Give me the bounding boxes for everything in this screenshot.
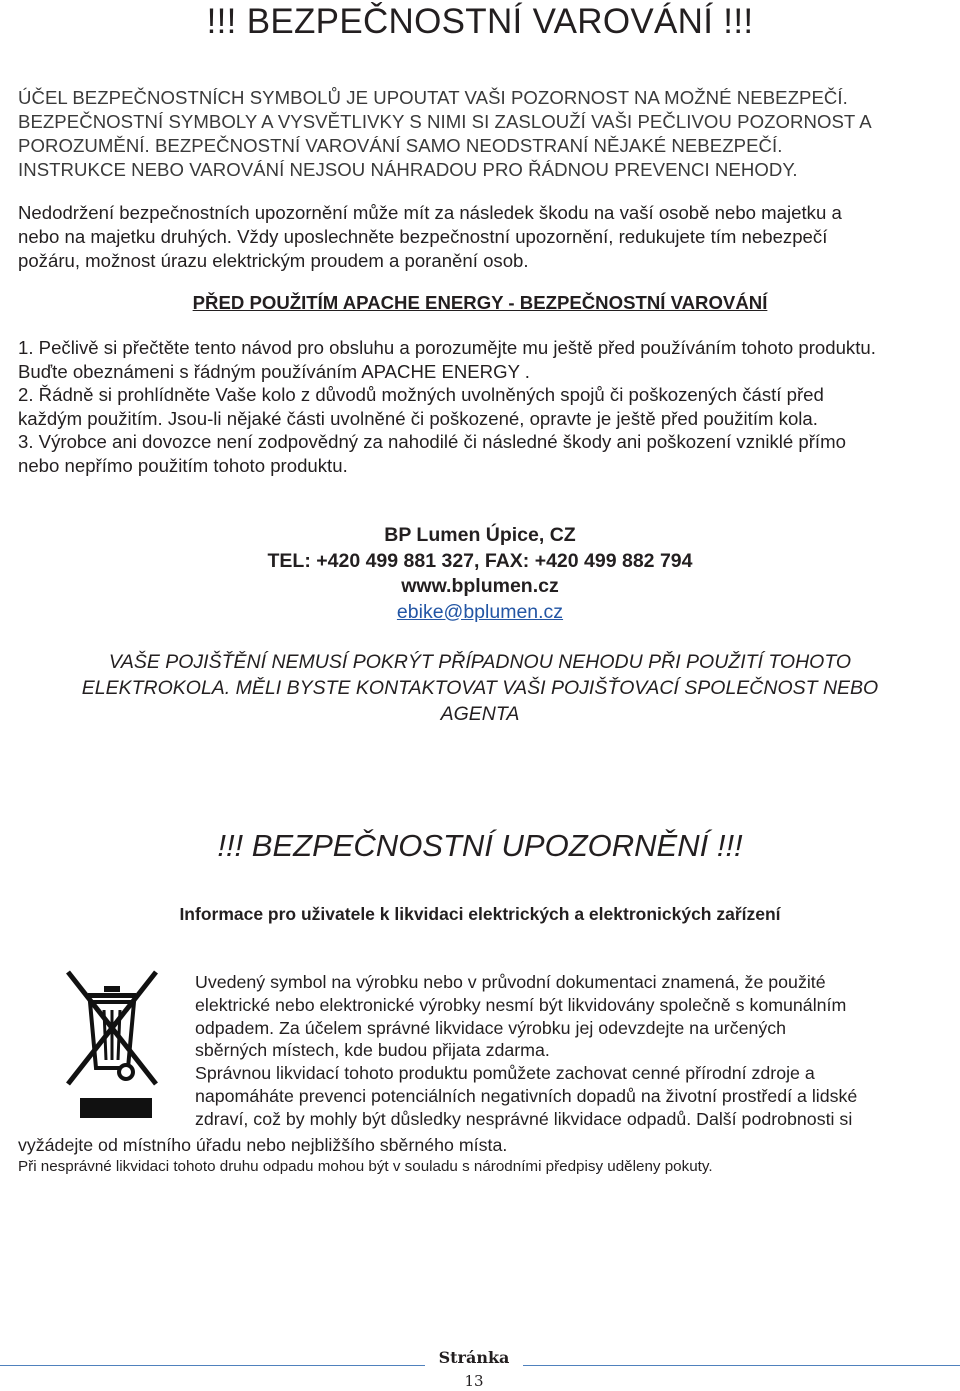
intro-caps-line: POROZUMĚNÍ. BEZPEČNOSTNÍ VAROVÁNÍ SAMO NEODSTRANÍ NĚJAKÉ NEBEZPEČÍ. [18,135,783,156]
instruction-list [18,336,948,477]
weee-text [195,971,945,1131]
footer-divider-right [523,1365,960,1366]
weee-text-line: zdraví, což by mohly být důsledky nesprávné likvidace odpadů. Další podrobnosti si [195,1108,853,1129]
second-title: !!! BEZPEČNOSTNÍ UPOZORNĚNÍ !!! [217,828,743,863]
intro-caps-paragraph [18,86,948,182]
weee-text-line: sběrných místech, kde budou přijata zdarma. [195,1040,550,1061]
insurance-line: ELEKTROKOLA. MĚLI BYSTE KONTAKTOVAT VAŠI POJIŠŤOVACÍ SPOLEČNOST NEBO [81,677,879,699]
insurance-line: VAŠE POJIŠŤĚNÍ NEMUSÍ POKRÝT PŘÍPADNOU NEHODU PŘI POUŽITÍ TOHOTO [108,651,852,673]
list-line: Buďte obeznámeni s řádným používáním APACHE ENERGY . [18,360,530,382]
weee-heading: Informace pro uživatele k likvidaci elektrických a elektronických zařízení [179,904,781,924]
page-title: !!! BEZPEČNOSTNÍ VAROVÁNÍ !!! [206,2,754,41]
crossed-out-wheelie-bin-icon [62,964,162,1124]
insurance-line: AGENTA [440,703,520,725]
intro-caps-line: ÚČEL BEZPEČNOSTNÍCH SYMBOLŮ JE UPOUTAT VAŠI POZORNOST NA MOŽNÉ NEBEZPEČÍ. [18,87,848,108]
weee-text-line: Uvedený symbol na výrobku nebo v průvodní dokumentaci znamená, že použité [195,972,826,992]
contact-block [0,523,960,625]
footer-divider-left [0,1365,425,1366]
intro-caps-line: BEZPEČNOSTNÍ SYMBOLY A VYSVĚTLIVKY S NIMI SI ZASLOUŽÍ VAŠI PEČLIVOU POZORNOST A [18,111,872,132]
list-line: 2. Řádně si prohlídněte Vaše kolo z důvodů možných uvolněných spojů či poškozených částí před [18,384,824,405]
intro-caps-line: INSTRUKCE NEBO VAROVÁNÍ NEJSOU NÁHRADOU PRO ŘÁDNOU PREVENCI NEHODY. [18,159,798,180]
weee-fine-note: Při nesprávné likvidaci tohoto druhu odpadu mohou být v souladu s národními předpisy uděleny pokuty. [18,1158,713,1175]
paragraph-line: nebo na majetku druhých. Vždy uposlechněte bezpečnostní upozornění, redukujete tím nebezpečí [18,226,828,247]
page-number: 13 [464,1372,484,1390]
email-link[interactable]: ebike@bplumen.cz [396,600,564,623]
list-line: 1. Pečlivě si přečtěte tento návod pro obsluhu a porozumějte mu ještě před používáním tohoto produktu. [18,337,876,358]
weee-tail-line: vyžádejte od místního úřadu nebo nejbližšího sběrného místa. [18,1135,508,1155]
company-name: BP Lumen Úpice, CZ [384,524,576,546]
weee-text-line: odpadem. Za účelem správné likvidace výrobku jej odevzdejte na určených [195,1017,787,1038]
list-line: nebo nepřímo použitím tohoto produktu. [18,454,348,476]
section-heading [0,291,960,315]
page-label: Stránka [438,1348,510,1367]
weee-text-line: napomáháte prevenci potenciálních negativních dopadů na životní prostředí a lidské [195,1085,858,1106]
paragraph-line: požáru, možnost úrazu elektrickým proudem a poranění osob. [18,250,529,271]
weee-text-line: elektrické nebo elektronické výrobky nesmí být likvidovány společně s komunálním [195,994,847,1015]
warning-paragraph [18,201,948,273]
weee-text-line: Správnou likvidací tohoto produktu pomůžete zachovat cenné přírodní zdroje a [195,1063,815,1084]
section-heading-text: PŘED POUŽITÍM APACHE ENERGY - BEZPEČNOSTNÍ VAROVÁNÍ [192,292,768,313]
list-line: každým použitím. Jsou-li nějaké části uvolněné či poškozené, opravte je ještě před použitím kola. [18,407,818,429]
website: www.bplumen.cz [401,575,559,597]
paragraph-line: Nedodržení bezpečnostních upozornění může mít za následek škodu na vaší osobě nebo majetku a [18,202,842,223]
list-line: 3. Výrobce ani dovozce není zodpovědný za nahodilé či následné škody ani poškození vzniklé přímo [18,431,846,452]
phone-fax: TEL: +420 499 881 327, FAX: +420 499 882 794 [267,549,693,572]
insurance-notice [0,649,960,727]
